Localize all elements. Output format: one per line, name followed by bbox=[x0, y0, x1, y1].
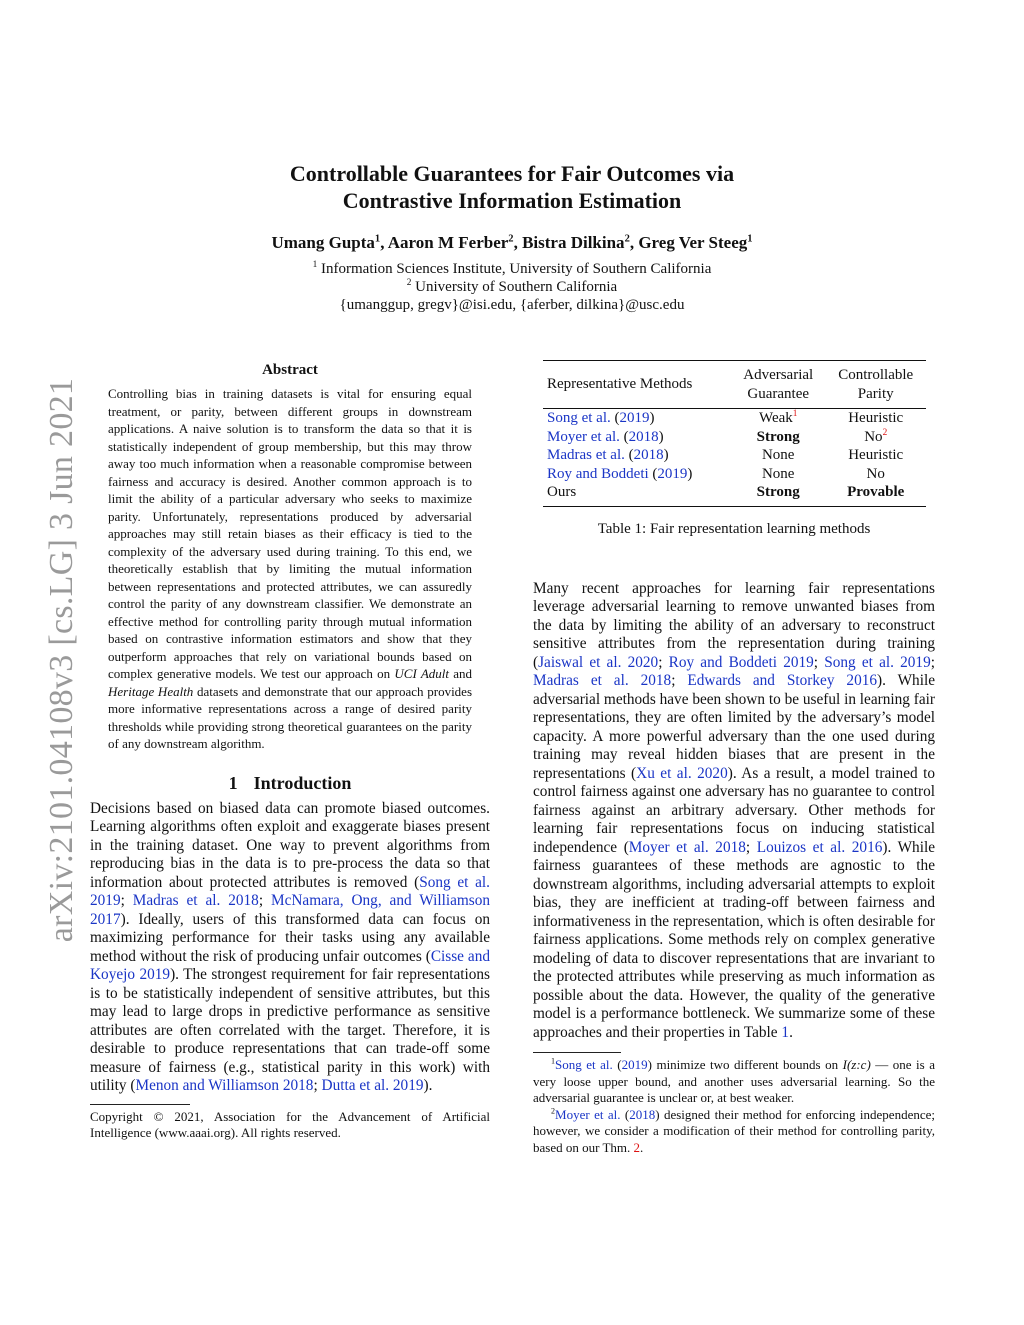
section-heading-introduction bbox=[90, 773, 490, 794]
paragraph-text: . bbox=[789, 1023, 793, 1041]
affiliations bbox=[0, 260, 1024, 314]
author-affiliation-mark: 2 bbox=[508, 233, 514, 245]
paragraph-text: ; bbox=[745, 838, 757, 856]
author-emails: {umanggup, gregv}@isi.edu, {aferber, dilkina}@usc.edu bbox=[339, 297, 685, 313]
footnote-divider bbox=[90, 1104, 190, 1105]
author-affiliation-mark: 1 bbox=[747, 233, 753, 245]
citation-link[interactable]: Cisse and Koyejo 2019 bbox=[90, 947, 490, 983]
affiliation-mark: 1 bbox=[312, 260, 318, 270]
parity-cell bbox=[825, 483, 926, 506]
cell-value: Heuristic bbox=[848, 410, 904, 426]
header-line: Controllable bbox=[838, 367, 914, 383]
citation-link[interactable]: Madras et al. 2018 bbox=[132, 892, 259, 909]
paragraph-text: ; bbox=[658, 653, 669, 671]
dataset-name: Heritage Health bbox=[108, 683, 194, 699]
table-row bbox=[543, 409, 926, 428]
footnote-1: $^1$Song et al. (2019) minimize two different bounds on I(z:c) — one is a very loose upper bound, and another uses adversarial learning. So the adversarial guarantee is unclear or, at best weaker. bbox=[533, 1056, 935, 1105]
guarantee-cell bbox=[731, 446, 825, 465]
parity-cell bbox=[825, 465, 926, 484]
citation-year-link[interactable]: 2018 bbox=[629, 1106, 656, 1122]
header-line: Guarantee bbox=[747, 385, 810, 402]
paragraph-text: ). bbox=[423, 1077, 433, 1094]
citation-year-link[interactable]: 2019 bbox=[657, 465, 688, 482]
paragraph-text: ; bbox=[813, 653, 825, 671]
paren: ) bbox=[687, 465, 693, 482]
parity-cell bbox=[825, 409, 926, 428]
paper-title-line2: Contrastive Information Estimation bbox=[342, 188, 682, 213]
table-header-parity bbox=[825, 361, 926, 409]
section-number: 1 bbox=[228, 772, 238, 793]
parity-cell bbox=[825, 428, 926, 447]
paren: ) bbox=[663, 447, 669, 463]
paragraph-text: ). The strongest requirement for fair representations is to be statistically independent of sensitive attributes, but this may lead to large drops in predictive performance as sensitive attributes are often correlated with the target. Therefore, it is desirable to produce representations that can trade-off some measure of fairness (e.g., statistical parity in this work) with utility ( bbox=[90, 966, 490, 1094]
abstract-body bbox=[108, 385, 472, 753]
theorem-ref-link[interactable]: 2 bbox=[633, 1139, 640, 1155]
citation-year-link[interactable]: 2018 bbox=[628, 428, 659, 445]
table-row bbox=[543, 428, 926, 447]
paren: ( bbox=[648, 465, 658, 482]
affiliation-mark: 2 bbox=[406, 278, 412, 288]
author-list: Umang Gupta$^1$, Aaron M Ferber$^2$, Bistra Dilkina$^2$, Greg Ver Steeg$^1$ bbox=[271, 233, 753, 252]
affiliation-text: Information Sciences Institute, University of Southern California bbox=[321, 261, 712, 277]
footnote-mark-link[interactable]: 1 bbox=[792, 409, 798, 419]
citation-link[interactable]: Xu et al. 2020 bbox=[636, 764, 728, 782]
method-name: Ours bbox=[547, 484, 577, 500]
citation-link[interactable]: Song et al. bbox=[547, 410, 611, 426]
cell-value: Provable bbox=[847, 484, 905, 500]
paragraph-text: ; bbox=[258, 892, 271, 909]
citation-link[interactable]: Song et al. bbox=[555, 1057, 613, 1072]
footnote-mark: 1 bbox=[551, 1056, 556, 1066]
citation-link[interactable]: Dutta et al. 2019 bbox=[321, 1077, 424, 1094]
footnote-2: $^2$Moyer et al. (2018) designed their method for enforcing independence; however, we consider a modification of their method for controlling parity, based on our Thm. 2. bbox=[533, 1106, 936, 1155]
abstract-text: datasets and demonstrate that our approach provides more informative representations across a range of desired parity thresholds while providing strong theoretical guarantees on the parity of any downstream algorithm. bbox=[108, 683, 473, 751]
methods-table-body bbox=[543, 409, 926, 507]
citation-link[interactable]: Madras et al. 2018 bbox=[533, 672, 672, 689]
copyright-notice: Copyright © 2021, Association for the Advancement of Artificial Intelligence (www.aaai.org). All rights reserved. bbox=[90, 1108, 490, 1140]
table-header-guarantee bbox=[731, 361, 825, 409]
paper-title bbox=[0, 160, 1024, 214]
abstract-text: and bbox=[448, 666, 472, 681]
cell-value: Strong bbox=[756, 484, 800, 500]
cell-value: Weak bbox=[759, 410, 793, 426]
left-column bbox=[90, 362, 490, 1141]
table-row bbox=[543, 446, 926, 465]
paragraph-text: ; bbox=[120, 892, 133, 909]
paren: ( bbox=[619, 428, 629, 445]
table-header-methods: Representative Methods bbox=[543, 361, 731, 409]
paragraph-text: Decisions based on biased data can promote biased outcomes. Learning algorithms often exploit and exaggerate biases present in the training dataset. One way to prevent algorithms from reproducing bias in the data is to pre-process the data so that information about protected attributes is removed ( bbox=[90, 799, 490, 891]
paper-title-line1: Controllable Guarantees for Fair Outcomes via bbox=[289, 161, 735, 186]
footnote-mark-link[interactable]: 2 bbox=[882, 427, 888, 438]
guarantee-cell bbox=[731, 409, 825, 428]
author-affiliation-mark: 1 bbox=[374, 233, 381, 245]
citation-link[interactable]: Edwards and Storkey 2016 bbox=[687, 672, 878, 689]
dataset-name: UCI Adult bbox=[394, 666, 449, 681]
abstract-text: Controlling bias in training datasets is vital for ensuring equal treatment, or parity, between different groups in downstream applications. A naive solution is to transform the data so that it is statistically independent of group membership, but this may throw away too much information when a reasonable compromise between fairness and accuracy is desired. Another common approach is to limit the ability of a particular adversary who seeks to maximize parity. Unfortunately, representations produced by adversarial approaches may still retain biases as their efficacy is tied to the complexity of the adversary used during training. To this end, we theoretically establish that by limiting the mutual information between representations and protected attributes, we can assuredly control the parity of any downstream classifier. We demonstrate an effective method for controlling parity through mutual information based on contrastive information estimators and show that they outperform approaches that rely on variational bounds based on complex generative models. We test our approach on bbox=[108, 386, 472, 681]
arxiv-identifier: arXiv:2101.04108v3 [cs.LG] 3 Jun 2021 bbox=[43, 377, 80, 943]
citation-link[interactable]: Roy and Boddeti 2019 bbox=[668, 653, 814, 671]
cell-value: No bbox=[866, 465, 885, 482]
footnote-text: minimize two different bounds on bbox=[651, 1057, 843, 1072]
citation-link[interactable]: 1 bbox=[781, 1023, 790, 1041]
method-cell bbox=[543, 428, 731, 447]
citation-link[interactable]: Menon and Williamson 2018 bbox=[135, 1077, 314, 1094]
header-line: Adversarial bbox=[743, 367, 814, 383]
guarantee-cell bbox=[731, 428, 825, 447]
paragraph-text: Many recent approaches for learning fair representations leverage adversarial learning to remove unwanted biases from the data by limiting the ability of an adversary to reconstruct sensitive attributes from the representation during training ( bbox=[533, 579, 935, 671]
method-cell bbox=[543, 483, 731, 506]
paren: ) bbox=[658, 428, 664, 445]
method-cell bbox=[543, 446, 731, 465]
table-row bbox=[543, 465, 926, 484]
guarantee-cell bbox=[731, 465, 825, 484]
citation-link[interactable]: Song et al. 2019 bbox=[90, 873, 490, 909]
section-title: Introduction bbox=[253, 772, 352, 793]
parity-cell bbox=[825, 446, 926, 465]
right-column bbox=[533, 360, 935, 1156]
related-work-paragraph bbox=[533, 580, 935, 1043]
citation-link[interactable]: Moyer et al. bbox=[555, 1106, 621, 1122]
paragraph-text: ). Ideally, users of this transformed data can focus on maximizing performance for their tasks using any available method without the risk of producing unfair outcomes ( bbox=[90, 910, 490, 965]
citation-link[interactable]: Song et al. 2019 bbox=[824, 653, 931, 671]
header-line: Parity bbox=[857, 385, 894, 402]
paragraph-text: ; bbox=[930, 653, 935, 671]
paragraph-text: ). While fairness guarantees of these methods are agnostic to the downstream algorithms, including adversarial attempts to exploit bias, they are inefficient at trading-off between fairness and informativeness in the representation, which is often desirable for fairness applications. Some methods rely on complex generative modeling of data to discover representations that are invariant to the protected attributes while preserving as much information as possible about the data. However, the quality of the generative model is a performance bottleneck. We summarize some of these approaches and their properties in Table bbox=[533, 838, 935, 1041]
citation-link[interactable]: McNamara, Ong, and Williamson 2017 bbox=[90, 892, 491, 928]
cell-value: None bbox=[761, 465, 795, 482]
author-affiliation-mark: 2 bbox=[624, 233, 630, 245]
paragraph-text: ). While adversarial methods have been shown to be useful in learning fair representations, they are often limited by the adversary’s model capacity. A more powerful adversary than the one used during training may reveal hidden biases that are present in the representations ( bbox=[533, 672, 935, 782]
method-cell bbox=[543, 409, 731, 428]
abstract-paragraph bbox=[108, 385, 472, 753]
author-name: Aaron M Ferber bbox=[387, 233, 509, 252]
abstract-heading: Abstract bbox=[262, 362, 318, 378]
table-header-row bbox=[543, 361, 926, 409]
citation-link[interactable]: Madras et al. bbox=[547, 447, 625, 463]
author-name: Umang Gupta bbox=[271, 233, 375, 252]
citation-year-link[interactable]: 2019 bbox=[621, 1057, 648, 1072]
citation-link[interactable]: Jaiswal et al. 2020 bbox=[538, 653, 659, 671]
paren: ) bbox=[649, 410, 655, 426]
methods-table bbox=[543, 360, 926, 507]
cell-value: Strong bbox=[756, 428, 800, 445]
paragraph-text: ; bbox=[671, 672, 688, 689]
paragraph-text: ). As a result, a model trained to control fairness against one adversary has no guarantee to control fairness against an arbitrary adversary. Other methods for learning fair representations focus on inducing statistical independence ( bbox=[533, 764, 936, 856]
footnote-text: . bbox=[640, 1139, 644, 1155]
paren: ( bbox=[610, 410, 620, 426]
footnote-mark: 2 bbox=[551, 1106, 556, 1116]
math-expression: I(z:c) bbox=[842, 1057, 871, 1072]
paragraph-text: ; bbox=[313, 1077, 322, 1094]
footnote-divider bbox=[533, 1052, 621, 1053]
citation-year-link[interactable]: 2018 bbox=[633, 447, 664, 463]
citation-link[interactable]: Louizos et al. 2016 bbox=[756, 838, 883, 856]
citation-link[interactable]: Moyer et al. bbox=[547, 428, 620, 445]
guarantee-cell bbox=[731, 483, 825, 506]
method-cell bbox=[543, 465, 731, 484]
author-name: Greg Ver Steeg bbox=[638, 233, 748, 252]
citation-link[interactable]: Roy and Boddeti bbox=[547, 465, 649, 482]
affiliation-1 bbox=[0, 260, 1024, 278]
author-name: Bistra Dilkina bbox=[522, 233, 625, 252]
introduction-paragraph bbox=[90, 800, 490, 1096]
table-caption: Table 1: Fair representation learning methods bbox=[597, 520, 871, 537]
table-row bbox=[543, 483, 926, 506]
footnote-text: designed their method for enforcing independence; however, we consider a modification of their method for controlling parity, based on our Thm. bbox=[533, 1106, 936, 1155]
cell-value: Heuristic bbox=[848, 447, 904, 463]
footnote-text: — one is a very loose upper bound, and another uses adversarial learning. So the adversarial guarantee is unclear or, at best weaker. bbox=[533, 1057, 935, 1105]
cell-value: No bbox=[864, 428, 883, 445]
paren: ( bbox=[624, 447, 634, 463]
affiliation-2 bbox=[0, 278, 1024, 296]
citation-link[interactable]: Moyer et al. 2018 bbox=[628, 838, 746, 856]
affiliation-text: University of Southern California bbox=[415, 279, 618, 295]
cell-value: None bbox=[761, 447, 795, 463]
citation-year-link[interactable]: 2019 bbox=[619, 410, 650, 426]
